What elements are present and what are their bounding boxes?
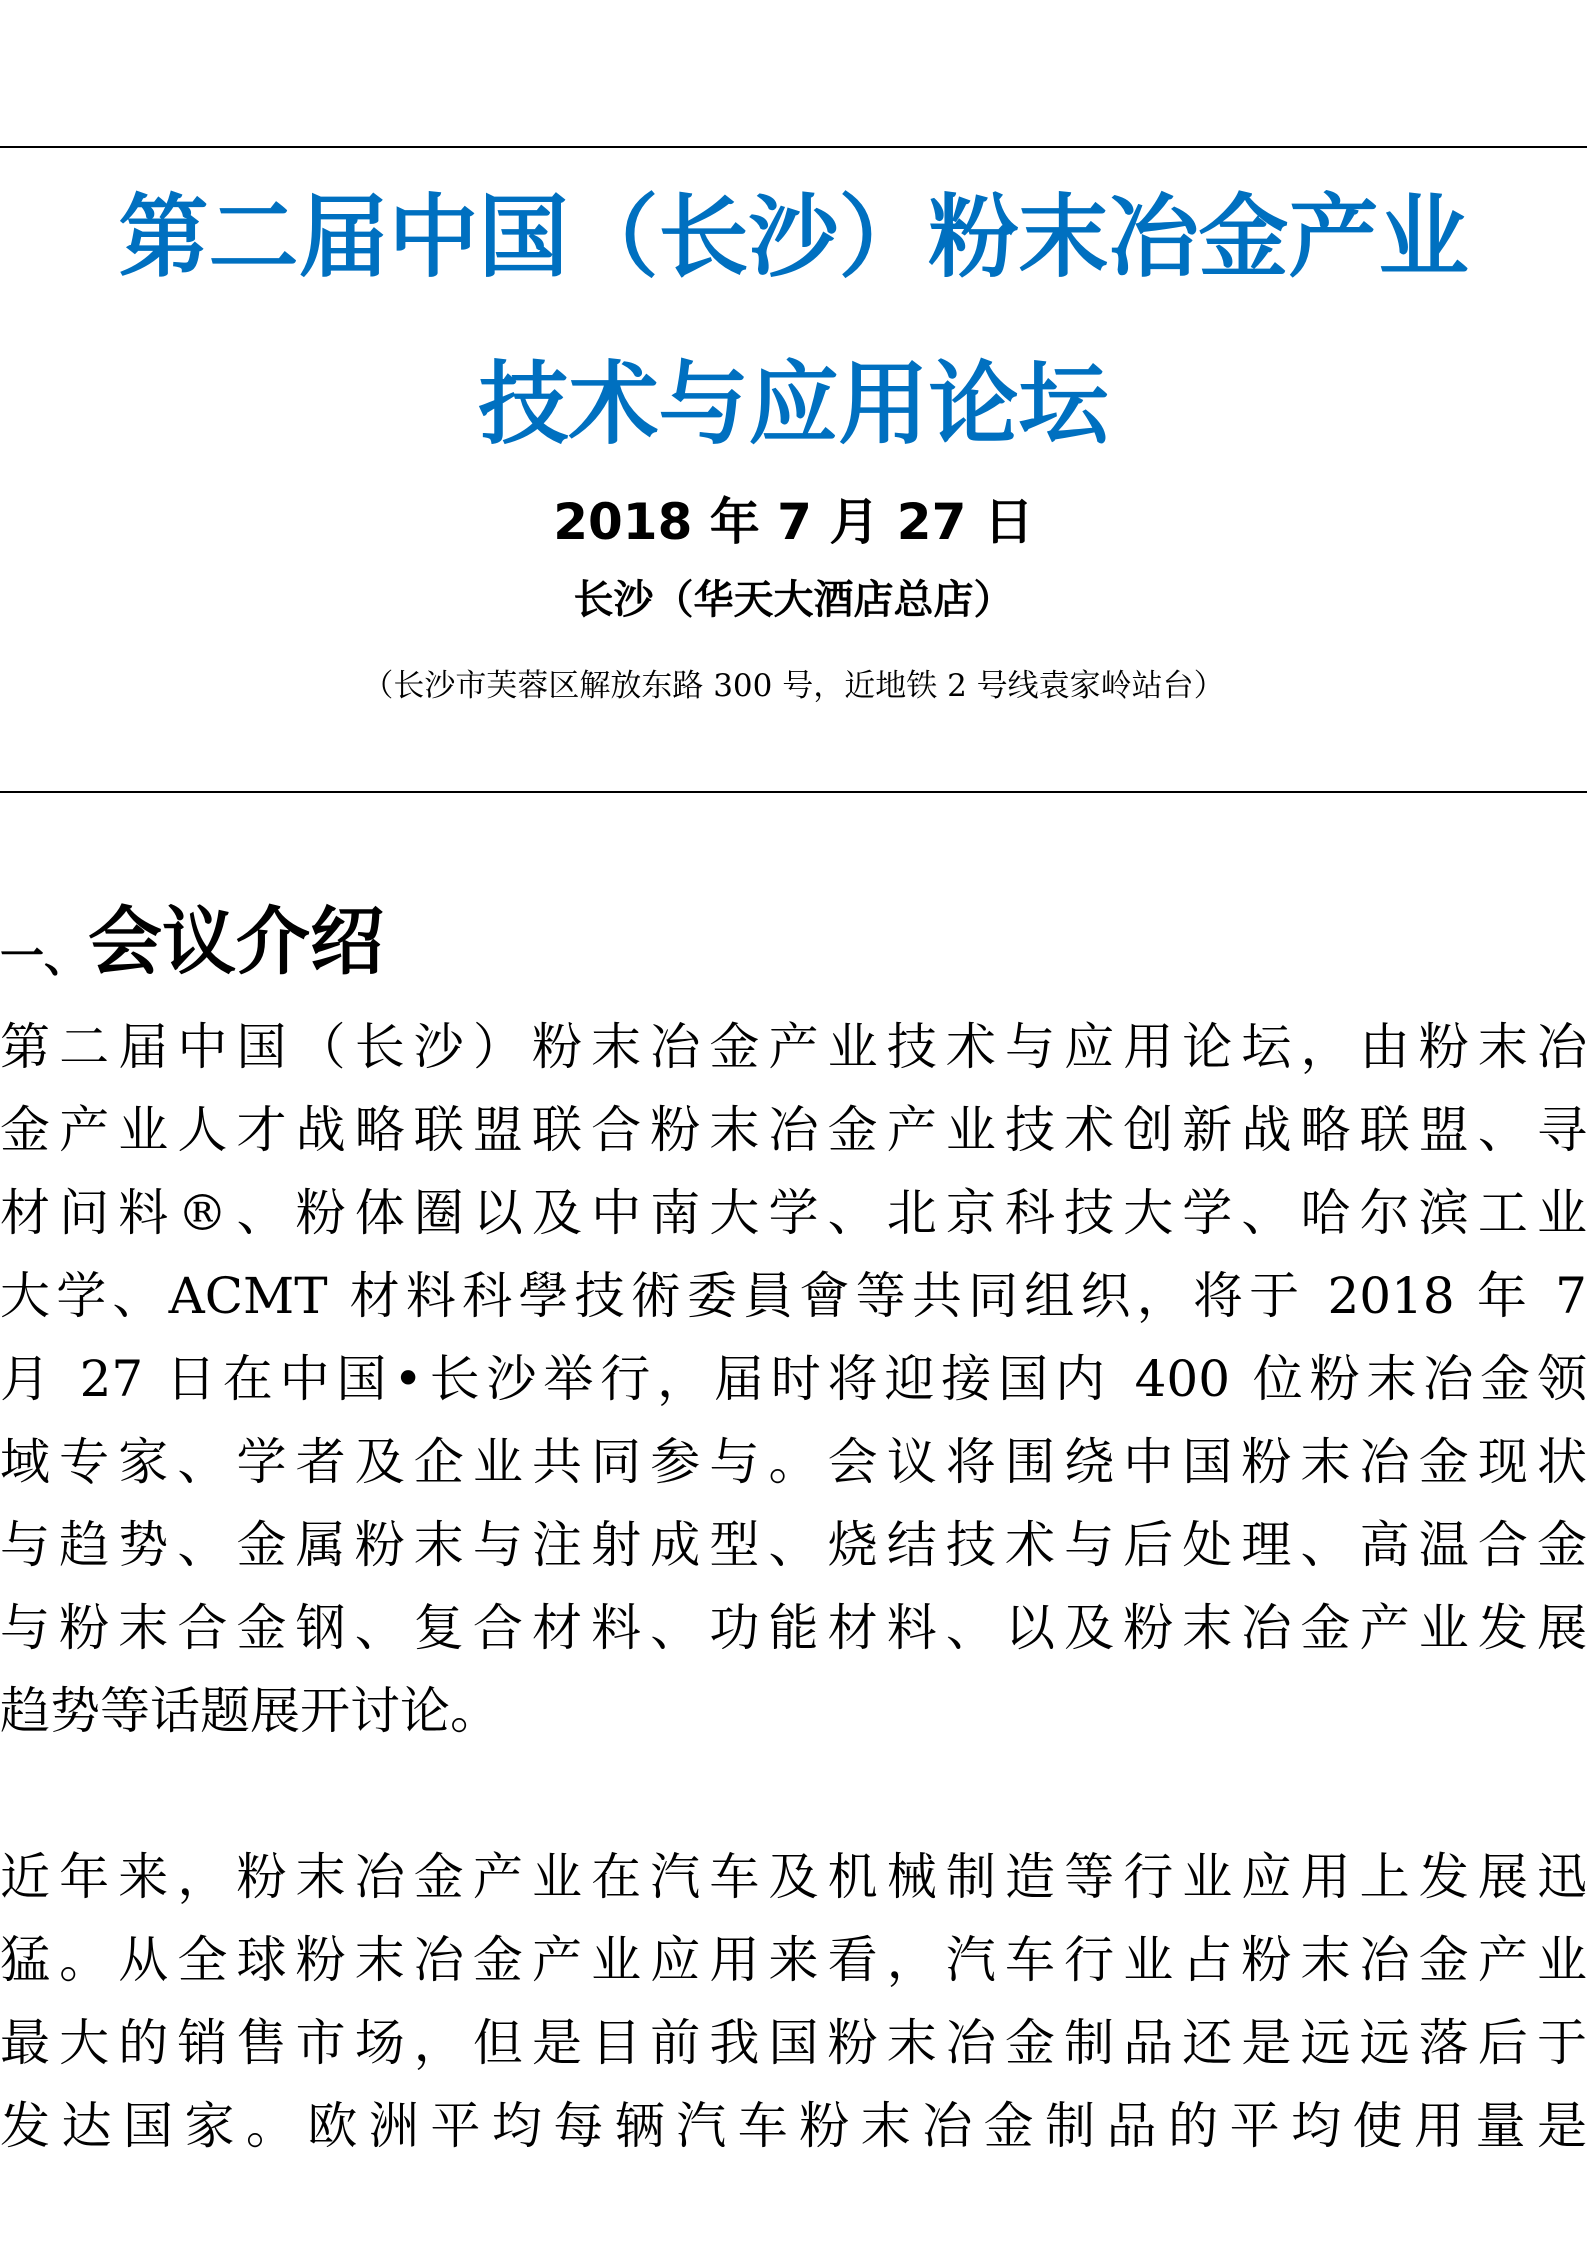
paragraph-line: 金产业人才战略联盟联合粉末冶金产业技术创新战略联盟、寻 bbox=[0, 1101, 1587, 1159]
bottom-divider bbox=[0, 791, 1587, 793]
paragraph-line: 发达国家。欧洲平均每辆汽车粉末冶金制品的平均使用量是 bbox=[0, 2097, 1587, 2155]
section-heading bbox=[0, 892, 384, 992]
paragraph-line: 趋势等话题展开讨论。 bbox=[0, 1682, 500, 1740]
paragraph-line: 第二届中国（长沙）粉末冶金产业技术与应用论坛，由粉末冶 bbox=[0, 1018, 1587, 1076]
top-divider bbox=[0, 146, 1587, 148]
paragraph-line: 最大的销售市场，但是目前我国粉末冶金制品还是远远落后于 bbox=[0, 2014, 1587, 2072]
intro-paragraph bbox=[0, 1006, 1587, 1753]
paragraph-line: 猛。从全球粉末冶金产业应用来看，汽车行业占粉末冶金产业 bbox=[0, 1931, 1587, 1989]
paragraph-line: 月 27 日在中国•长沙举行，届时将迎接国内 400 位粉末冶金领 bbox=[0, 1350, 1587, 1408]
paragraph-line: 域专家、学者及企业共同参与。会议将围绕中国粉末冶金现状 bbox=[0, 1433, 1587, 1491]
paragraph-line: 材问料®、粉体圈以及中南大学、北京科技大学、哈尔滨工业 bbox=[0, 1184, 1587, 1242]
event-venue: 长沙（华天大酒店总店） bbox=[573, 576, 1014, 623]
page-title-line-1: 第二届中国（长沙）粉末冶金产业 bbox=[118, 185, 1469, 290]
paragraph-line: 近年来，粉末冶金产业在汽车及机械制造等行业应用上发展迅 bbox=[0, 1848, 1587, 1906]
industry-paragraph bbox=[0, 1836, 1587, 2168]
event-date: 2018 年 7 月 27 日 bbox=[553, 493, 1034, 551]
section-number: 一、 bbox=[0, 931, 88, 982]
section-title: 会议介绍 bbox=[88, 899, 384, 985]
paragraph-line: 大学、ACMT 材料科學技術委員會等共同组织，将于 2018 年 7 bbox=[0, 1267, 1587, 1325]
page-title-line-2: 技术与应用论坛 bbox=[478, 352, 1109, 457]
paragraph-line: 与趋势、金属粉末与注射成型、烧结技术与后处理、高温合金 bbox=[0, 1516, 1587, 1574]
paragraph-line: 与粉末合金钢、复合材料、功能材料、以及粉末冶金产业发展 bbox=[0, 1599, 1587, 1657]
event-address: （长沙市芙蓉区解放东路 300 号，近地铁 2 号线袁家岭站台） bbox=[362, 668, 1225, 704]
